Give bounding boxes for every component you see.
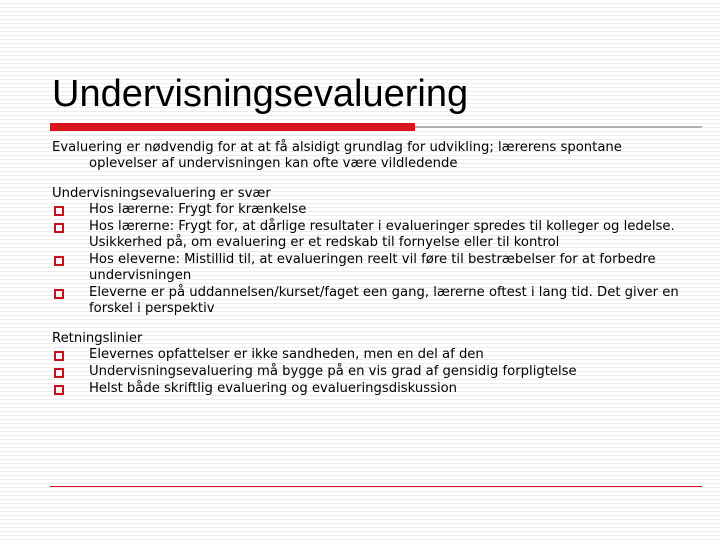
- hollow-square-icon: [54, 206, 64, 216]
- section-heading: Retningslinier: [52, 331, 143, 346]
- list-item: [52, 347, 692, 363]
- title-accent-bar: [50, 123, 415, 131]
- list-item: [52, 285, 692, 317]
- list-item-text: Undervisningsevaluering må bygge på en vis grad af gensidig forpligtelse: [89, 364, 577, 379]
- list-item: [52, 381, 692, 397]
- footer-divider: [50, 486, 702, 487]
- hollow-square-icon: [54, 289, 64, 299]
- hollow-square-icon: [54, 368, 64, 378]
- slide-body: [52, 140, 692, 398]
- list-item: [52, 202, 692, 218]
- list-item: [52, 219, 692, 251]
- bullet-list: [52, 202, 692, 317]
- hollow-square-icon: [54, 351, 64, 361]
- bullet-list: [52, 347, 692, 397]
- list-item-text: Hos eleverne: Mistillid til, at evalueringen reelt vil føre til bestræbelser for at forbedre undervisningen: [89, 252, 656, 283]
- list-item-text: Eleverne er på uddannelsen/kurset/faget een gang, lærerne oftest i lang tid. Det giver en forskel i perspektiv: [89, 285, 679, 316]
- hollow-square-icon: [54, 256, 64, 266]
- list-item: [52, 252, 692, 284]
- list-item-text: Helst både skriftlig evaluering og evalueringsdiskussion: [89, 381, 458, 396]
- section-guidelines: [52, 331, 692, 397]
- list-item-text: Elevernes opfattelser er ikke sandheden, men en del af den: [89, 347, 484, 362]
- list-item-text: Hos lærerne: Frygt for, at dårlige resultater i evalueringer spredes til kolleger og ledelse. Usikkerhed på, om evaluering er et redskab til fornyelse eller til kontrol: [89, 219, 675, 250]
- hollow-square-icon: [54, 223, 64, 233]
- section-difficult: [52, 186, 692, 317]
- section-heading: Undervisningsevaluering er svær: [52, 186, 271, 201]
- slide-title: Undervisningsevaluering: [52, 73, 469, 115]
- intro-paragraph: Evaluering er nødvendig for at at få alsidigt grundlag for udvikling; lærerens spontane oplevelser af undervisningen kan ofte være vildledende: [52, 140, 622, 171]
- hollow-square-icon: [54, 385, 64, 395]
- list-item-text: Hos lærerne: Frygt for krænkelse: [89, 202, 307, 217]
- list-item: [52, 364, 692, 380]
